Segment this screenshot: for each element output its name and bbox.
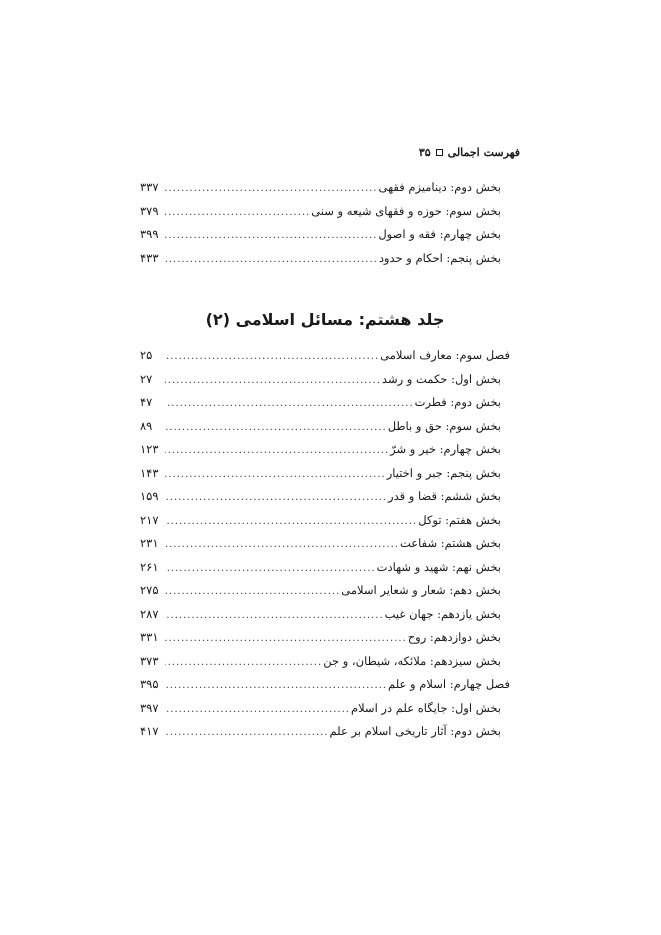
toc-entry [140,556,510,580]
toc-entry-title: بخش سوم: حوزه و فقهای شیعه و سنی [311,203,501,218]
toc-entry [140,415,510,439]
toc-leader-dots [165,416,387,440]
toc-entry [140,391,510,415]
toc-entry-page-number: ۳۳۱ [140,630,159,644]
toc-leader-dots [165,224,377,248]
toc-entry [140,626,510,650]
toc-entry-page-number: ۱۵۹ [140,489,159,503]
toc-entry [140,509,510,533]
toc-entry-title: بخش اول: حکمت و رشد [381,371,501,386]
toc-entry-page-number: ۳۷۳ [140,653,159,668]
toc-entry [140,462,510,486]
toc-entry-page-number: ۲۶۱ [140,559,159,574]
toc-entry-page-number: ۴۳۳ [140,250,159,265]
toc-leader-dots [165,369,381,393]
toc-entry [140,532,510,556]
toc-entry [140,720,510,744]
toc-leader-dots [165,604,384,628]
toc-entry-title: بخش پنجم: احکام و حدود [378,250,501,265]
toc-leader-dots [165,345,379,369]
toc-entry-title: بخش اول: جایگاه علم در اسلام [350,700,501,715]
toc-entry-page-number: ۱۲۳ [140,442,159,456]
toc-entry [140,673,510,697]
volume-heading: جلد هشتم: مسائل اسلامی (۲) [205,310,445,329]
toc-entry-title: بخش نهم: شهید و شهادت [376,559,501,574]
toc-entry-title: بخش پنجم: جبر و اختیار [386,465,501,480]
toc-entry [140,368,510,392]
toc-entry-page-number: ۸۹ [140,418,153,433]
toc-entry-title: بخش دوم: آثار تاریخی اسلام بر علم [329,724,501,738]
toc-entry-title: فصل چهارم: اسلام و علم [388,677,510,691]
toc-entry-page-number: ۳۷۹ [140,203,159,218]
toc-entry-page-number: ۳۹۹ [140,227,159,241]
toc-entry-page-number: ۲۷۵ [140,583,159,597]
toc-leader-dots [165,533,399,557]
toc-entry-page-number: ۲۱۷ [140,512,159,527]
toc-entry-title: بخش هشتم: شفاعت [399,536,501,550]
toc-leader-dots [165,510,417,534]
toc-entry-page-number: ۳۳۷ [140,180,159,194]
toc-leader-dots [165,439,389,463]
toc-top-section [140,176,510,270]
toc-leader-dots [165,698,350,722]
running-header-page-number: ۳۵ [418,146,431,159]
toc-entry-page-number: ۲۳۱ [140,536,159,550]
toc-entry-title: بخش دهم: شعار و شعایر اسلامی [341,583,501,597]
toc-leader-dots [165,201,310,225]
toc-leader-dots [165,557,376,581]
toc-entry-page-number: ۴۷ [140,395,153,409]
toc-entry [140,485,510,509]
toc-entry [140,697,510,721]
toc-entry-title: بخش دوازدهم: روح [407,630,501,644]
toc-entry-title: بخش چهارم: فقه و اصول [378,227,501,241]
toc-entry-page-number: ۱۴۳ [140,465,159,480]
toc-leader-dots [165,177,377,201]
toc-entry-title: بخش دوم: دینامیزم فقهی [378,180,501,194]
toc-entry-title: بخش هفتم: توکل [418,512,501,527]
toc-entry [140,247,510,271]
toc-entry [140,176,510,200]
toc-entry-title: بخش یازدهم: جهان غیب [384,606,501,621]
toc-leader-dots [165,248,378,272]
toc-entry [140,650,510,674]
toc-entry-page-number: ۲۸۷ [140,606,159,621]
toc-entry [140,344,510,368]
toc-leader-dots [165,486,387,510]
toc-entry [140,438,510,462]
toc-entry-page-number: ۲۷ [140,371,153,386]
running-header-title: فهرست اجمالی [447,146,520,159]
toc-entry-page-number: ۲۵ [140,348,153,362]
toc-leader-dots [165,651,322,675]
toc-leader-dots [165,580,340,604]
toc-entry-title: بخش سوم: حق و باطل [387,418,501,433]
toc-main-section [140,344,510,744]
toc-entry [140,603,510,627]
toc-entry-title: فصل سوم: معارف اسلامی [380,348,510,362]
toc-entry [140,223,510,247]
toc-entry [140,200,510,224]
running-header [140,146,520,159]
toc-leader-dots [165,392,414,416]
toc-entry-title: بخش سیزدهم: ملائکه، شیطان، و جن [323,653,501,668]
toc-leader-dots [165,463,386,487]
toc-entry-title: بخش چهارم: خیر و شرّ [390,442,501,456]
toc-entry-title: بخش ششم: قضا و قدر [388,489,501,503]
toc-leader-dots [165,721,329,745]
toc-entry-title: بخش دوم: فطرت [414,395,501,409]
toc-entry-page-number: ۳۹۵ [140,677,159,691]
toc-leader-dots [165,627,407,651]
toc-entry [140,579,510,603]
toc-entry-page-number: ۳۹۷ [140,700,159,715]
toc-entry-page-number: ۴۱۷ [140,724,159,738]
square-ornament-icon [436,149,443,156]
toc-leader-dots [165,674,387,698]
